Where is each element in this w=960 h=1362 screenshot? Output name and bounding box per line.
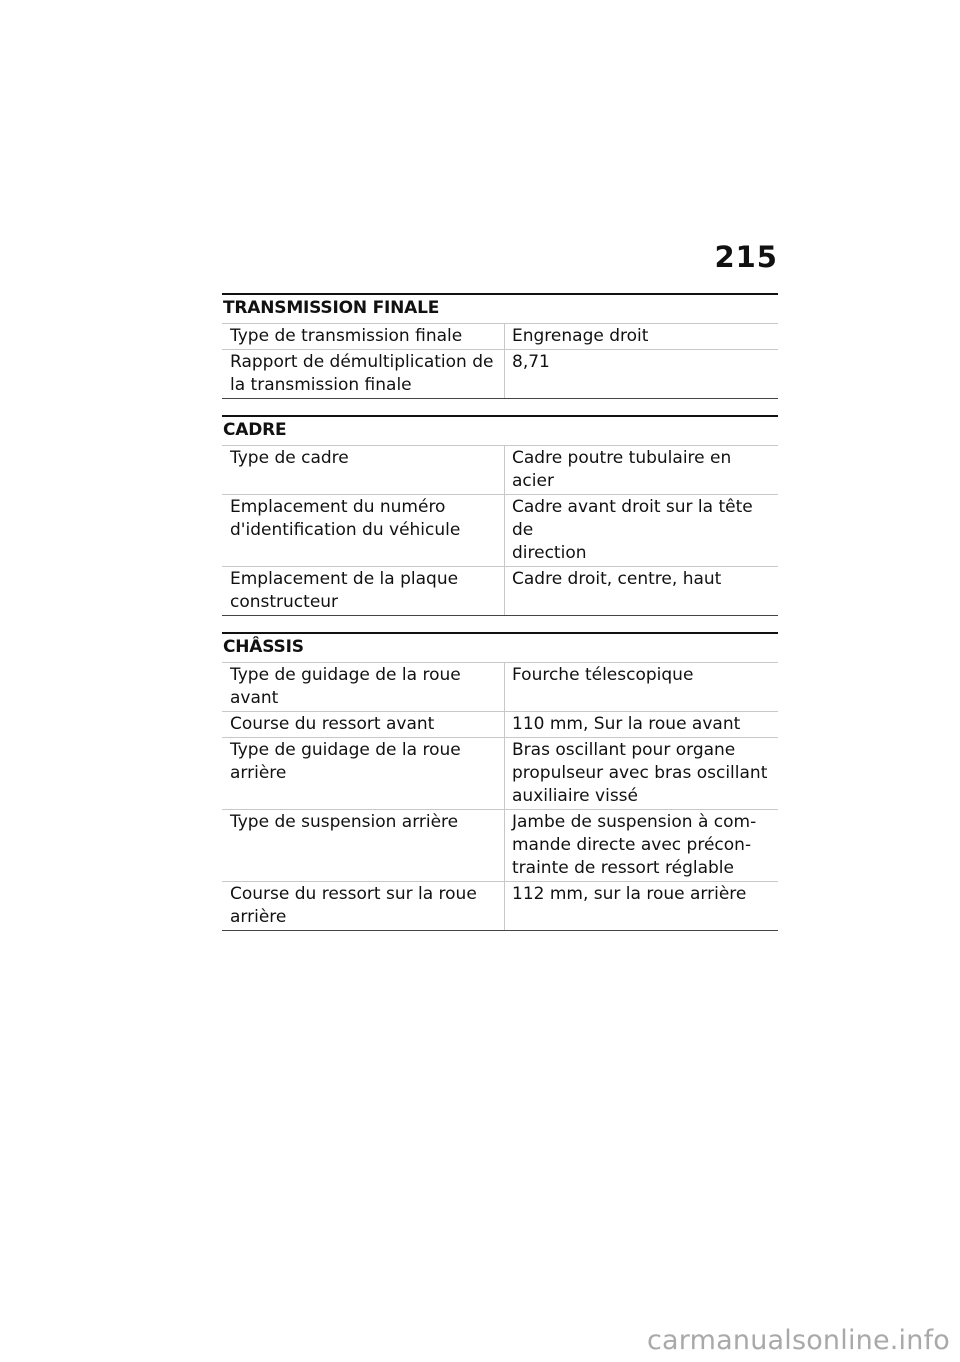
spec-label: Type de suspension arrière bbox=[222, 810, 505, 882]
spec-label: Type de transmission finale bbox=[222, 324, 505, 350]
spec-table bbox=[222, 323, 778, 399]
spec-table bbox=[222, 662, 778, 931]
spec-table bbox=[222, 445, 778, 616]
page-number: 215 bbox=[714, 240, 778, 274]
section-chassis bbox=[222, 632, 778, 931]
spec-label: Course du ressort avant bbox=[222, 712, 505, 738]
spec-value: 8,71 bbox=[505, 350, 779, 399]
spec-value: Jambe de suspension à com- mande directe avec précon- trainte de ressort réglable bbox=[505, 810, 779, 882]
table-row bbox=[222, 810, 778, 882]
spec-value: Cadre droit, centre, haut bbox=[505, 567, 779, 616]
spec-value: Cadre avant droit sur la tête de direction bbox=[505, 495, 779, 567]
table-row bbox=[222, 712, 778, 738]
spec-content bbox=[222, 293, 778, 947]
table-row bbox=[222, 350, 778, 399]
table-row bbox=[222, 324, 778, 350]
spec-value: Bras oscillant pour organe propulseur avec bras oscillant auxiliaire vissé bbox=[505, 738, 779, 810]
section-title: TRANSMISSION FINALE bbox=[222, 293, 778, 323]
spec-label: Emplacement du numéro d'identification du véhicule bbox=[222, 495, 505, 567]
table-row bbox=[222, 567, 778, 616]
table-row bbox=[222, 882, 778, 931]
spec-value: Engrenage droit bbox=[505, 324, 779, 350]
section-title: CADRE bbox=[222, 415, 778, 445]
spec-label: Emplacement de la plaque constructeur bbox=[222, 567, 505, 616]
section-title: CHÂSSIS bbox=[222, 632, 778, 662]
spec-label: Type de guidage de la roue avant bbox=[222, 663, 505, 712]
spec-label: Course du ressort sur la roue arrière bbox=[222, 882, 505, 931]
table-row bbox=[222, 495, 778, 567]
watermark: carmanualsonline.info bbox=[647, 1325, 950, 1356]
spec-label: Type de guidage de la roue arrière bbox=[222, 738, 505, 810]
spec-label: Type de cadre bbox=[222, 446, 505, 495]
table-row bbox=[222, 663, 778, 712]
spec-value: Cadre poutre tubulaire en acier bbox=[505, 446, 779, 495]
spec-value: 112 mm, sur la roue arrière bbox=[505, 882, 779, 931]
section-cadre bbox=[222, 415, 778, 616]
spec-value: Fourche télescopique bbox=[505, 663, 779, 712]
table-row bbox=[222, 738, 778, 810]
spec-value: 110 mm, Sur la roue avant bbox=[505, 712, 779, 738]
spec-label: Rapport de démultiplication de la transmission finale bbox=[222, 350, 505, 399]
table-row bbox=[222, 446, 778, 495]
section-transmission-finale bbox=[222, 293, 778, 399]
